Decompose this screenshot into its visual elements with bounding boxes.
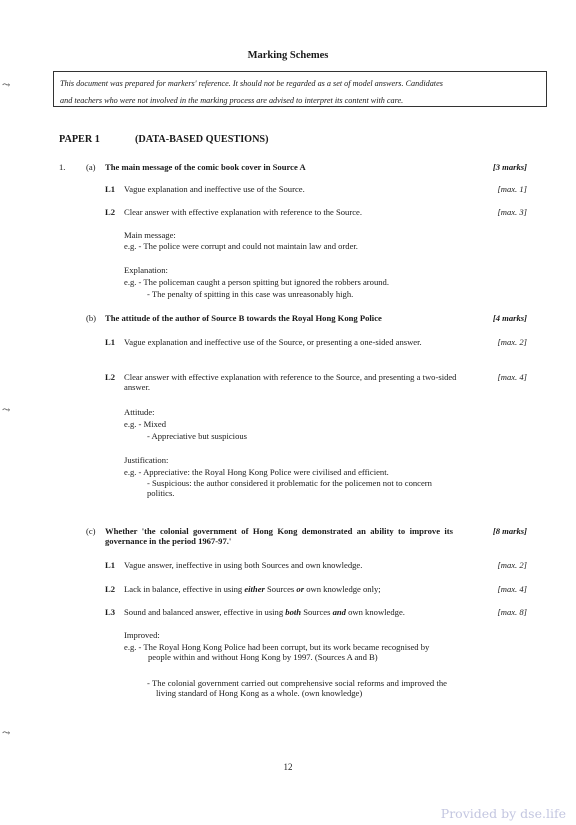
level-max: [max. 1] <box>497 184 527 194</box>
level-code: L2 <box>105 372 116 382</box>
level-max: [max. 2] <box>497 337 527 347</box>
part-c-marks: [8 marks] <box>492 526 527 536</box>
example-line: e.g. - The Royal Hong Kong Police had been corrupt, but its work became recognised by people within and without Hong Kong by 1997. (Sources A and B) <box>124 642 430 663</box>
level-text: Vague explanation and ineffective use of the Source, or presenting a one-sided answer. <box>124 337 422 347</box>
notice-line-1: This document was prepared for markers' reference. It should not be regarded as a set of model answers. Candidates <box>60 79 443 88</box>
part-c-title: Whether 'the colonial government of Hong Kong demonstrated an ability to improve its governance in the period 1967-97.' <box>105 526 453 547</box>
example-line: - Appreciative but suspicious <box>147 431 248 441</box>
example-line: - The colonial government carried out comprehensive social reforms and improved the living standard of Hong Kong as a whole. (own knowledge) <box>147 678 447 699</box>
level-max: [max. 3] <box>497 207 527 217</box>
level-max: [max. 2] <box>497 560 527 570</box>
level-code: L1 <box>105 337 116 347</box>
example-line: - Suspicious: the author considered it problematic for the policemen not to concern politics. <box>147 478 432 499</box>
notice-line-2: and teachers who were not involved in the marking process are advised to interpret its content with care. <box>60 96 404 105</box>
level-text: Lack in balance, effective in using either Sources or own knowledge only; <box>124 584 381 594</box>
example-line: e.g. - Mixed <box>124 419 167 429</box>
section-heading: Main message: <box>124 230 176 240</box>
level-code: L2 <box>105 584 116 594</box>
part-b-title: The attitude of the author of Source B towards the Royal Hong Kong Police <box>105 313 382 323</box>
part-b-label: (b) <box>86 313 97 323</box>
example-line: e.g. - Appreciative: the Royal Hong Kong Police were civilised and efficient. <box>124 467 389 477</box>
level-code: L3 <box>105 607 116 617</box>
part-b-marks: [4 marks] <box>492 313 527 323</box>
example-line: - The penalty of spitting in this case was unreasonably high. <box>147 289 354 299</box>
scan-mark: ⤳ <box>2 80 11 91</box>
section-heading: Explanation: <box>124 265 168 275</box>
level-code: L1 <box>105 560 116 570</box>
section-heading: Improved: <box>124 630 160 640</box>
level-code: L2 <box>105 207 116 217</box>
level-max: [max. 4] <box>497 584 527 594</box>
part-a-title: The main message of the comic book cover in Source A <box>105 162 306 172</box>
level-text: Sound and balanced answer, effective in using both Sources and own knowledge. <box>124 607 405 617</box>
scan-mark: ⤳ <box>2 728 11 739</box>
scan-mark: ⤳ <box>2 405 11 416</box>
paper-subtitle: (DATA-BASED QUESTIONS) <box>135 134 269 145</box>
level-text: Vague explanation and ineffective use of the Source. <box>124 184 305 194</box>
level-text: Clear answer with effective explanation with reference to the Source, and presenting a two-sided answer. <box>124 372 457 393</box>
section-heading: Justification: <box>124 455 169 465</box>
part-c-label: (c) <box>86 526 96 536</box>
level-text: Clear answer with effective explanation with reference to the Source. <box>124 207 362 217</box>
paper-label: PAPER 1 <box>59 134 100 145</box>
section-heading: Attitude: <box>124 407 155 417</box>
example-line: e.g. - The police were corrupt and could not maintain law and order. <box>124 241 358 251</box>
level-text: Vague answer, ineffective in using both Sources and own knowledge. <box>124 560 363 570</box>
example-line: e.g. - The policeman caught a person spitting but ignored the robbers around. <box>124 277 389 287</box>
part-a-label: (a) <box>86 162 96 172</box>
page-title: Marking Schemes <box>247 50 329 61</box>
watermark: Provided by dse.life <box>440 806 566 821</box>
page-number: 12 <box>283 762 293 772</box>
part-a-marks: [3 marks] <box>492 162 527 172</box>
level-code: L1 <box>105 184 116 194</box>
question-number: 1. <box>59 162 66 172</box>
notice-box <box>53 71 547 107</box>
level-max: [max. 4] <box>497 372 527 382</box>
level-max: [max. 8] <box>497 607 527 617</box>
